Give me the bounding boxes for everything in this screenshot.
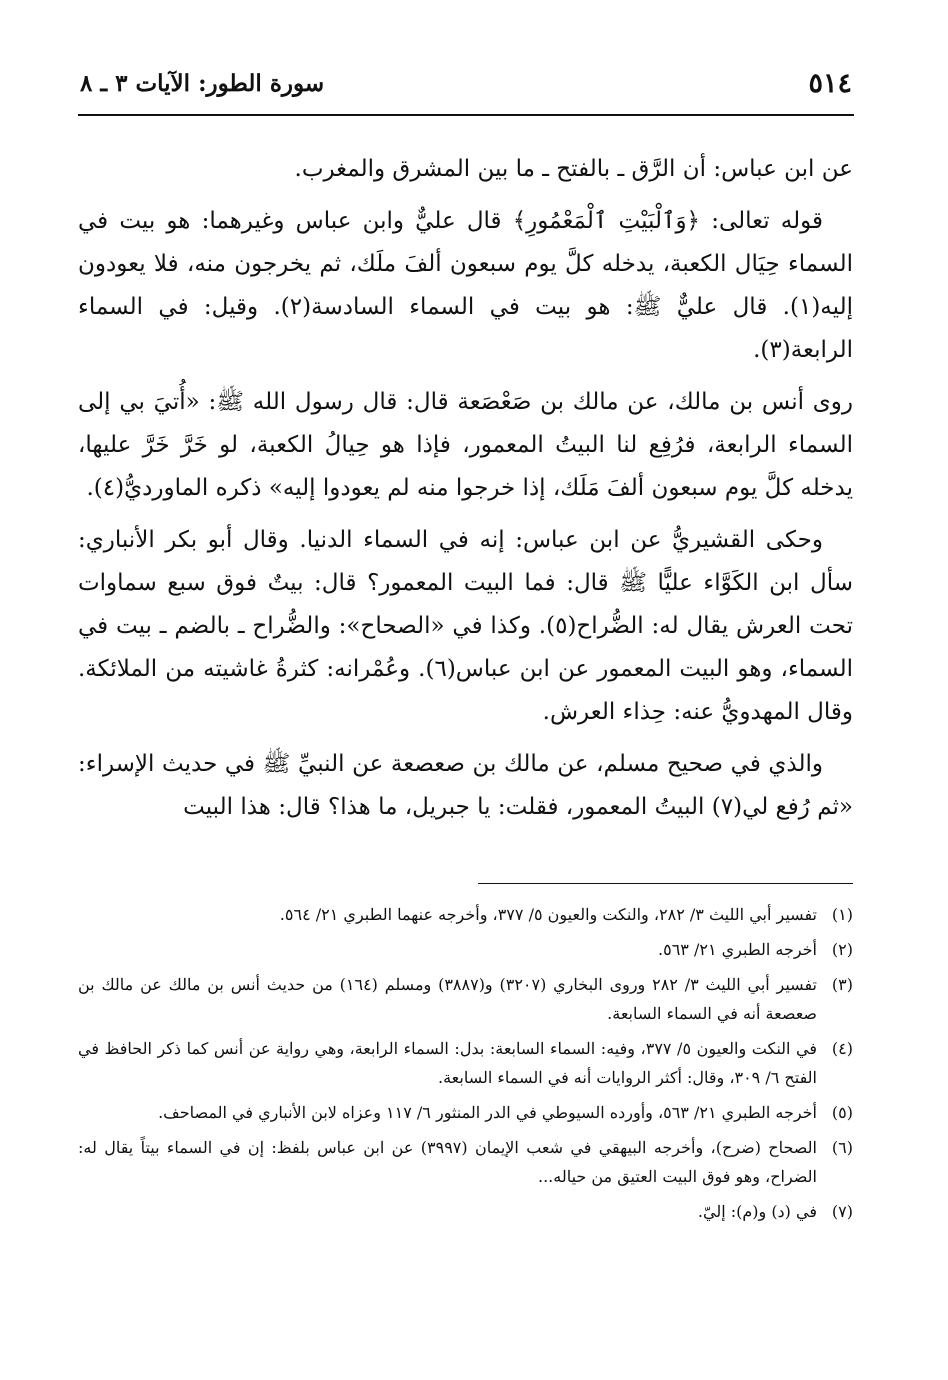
footnote-text: تفسير أبي الليث ٣/ ٢٨٢، والنكت والعيون ٥/ ٣٧٧، وأخرجه عنهما الطبري ٢١/ ٥٦٤. [279,905,817,924]
footnote-number: (٢) [831,940,853,959]
paragraph: روى أنس بن مالك، عن مالك بن صَعْصَعة قال: قال رسول الله ﷺ: «أُتيَ بي إلى السماء الرابعة، فرُفِع لنا البيتُ المعمور، فإذا هو حِيالُ الكعبة، لو خَرَّ خَرَّ عليها، يدخله كلَّ يوم سبعون ألفَ مَلَك، إذا خرجوا منه لم يعودوا إليه» ذكره الماورديُّ(٤). [78,389,853,501]
footnotes [78,900,853,1232]
footnote [78,935,853,964]
footnote-text: في (د) و(م): إليّ. [697,1202,817,1221]
footnote [78,1034,853,1092]
footnote [78,1133,853,1191]
footnote [78,1098,853,1127]
running-title: سورة الطور: الآيات ٣ ـ ٨ [80,70,325,97]
footnote-text: أخرجه الطبري ٢١/ ٥٦٣، وأورده السيوطي في الدر المنثور ٦/ ١١٧ وعزاه لابن الأنباري في المصاحف. [158,1103,817,1122]
page-header [80,62,852,106]
footnote-number: (٥) [831,1103,853,1122]
paragraph: قوله تعالى: ﴿وَٱلْبَيْتِ ٱلْمَعْمُورِ﴾ قال عليٌّ وابن عباس وغيرهما: هو بيت في السماء حِيَال الكعبة، يدخله كلَّ يوم سبعون ألفَ ملَك، ثم يخرجون منه، فلا يعودون إليه(١). قال عليٌّ ﷺ: هو بيت في السماء السادسة(٢). وقيل: في السماء الرابعة(٣). [78,208,853,363]
footnote [78,970,853,1028]
footnote-separator [478,883,853,884]
main-text [78,148,853,838]
footnote-number: (٧) [831,1202,853,1221]
footnote-text: في النكت والعيون ٥/ ٣٧٧، وفيه: السماء السابعة: بدل: السماء الرابعة، وهي رواية عن أنس كما ذكر الحافظ في الفتح ٦/ ٣٠٩، وقال: أكثر الروايات أنه في السماء السابعة. [78,1039,818,1087]
footnote-number: (٣) [831,975,853,994]
footnote-number: (٦) [831,1138,853,1157]
page-number: ٥١٤ [808,68,852,99]
footnote-text: أخرجه الطبري ٢١/ ٥٦٣. [658,940,817,959]
footnote-number: (١) [831,905,853,924]
paragraph: عن ابن عباس: أن الرَّق ـ بالفتح ـ ما بين المشرق والمغرب. [294,156,853,182]
header-rule [78,114,854,116]
footnote [78,900,853,929]
paragraph: والذي في صحيح مسلم، عن مالك بن صعصعة عن النبيِّ ﷺ في حديث الإسراء: «ثم رُفع لي(٧) البيتُ المعمور، فقلت: يا جبريل، ما هذا؟ قال: هذا البيت [78,751,853,820]
footnote-number: (٤) [831,1039,853,1058]
footnote [78,1197,853,1226]
paragraph: وحكى القشيريُّ عن ابن عباس: إنه في السماء الدنيا. وقال أبو بكر الأنباري: سأل ابن الكَوَّاء عليًّا ﷺ قال: فما البيت المعمور؟ قال: بيتٌ فوق سبع سماوات تحت العرش يقال له: الضُّراح(٥). وكذا في «الصحاح»: والضُّراح ـ بالضم ـ بيت في السماء، وهو البيت المعمور عن ابن عباس(٦). وعُمْرانه: كثرةُ غاشيته من الملائكة. وقال المهدويُّ عنه: حِذاء العرش. [78,527,854,725]
footnote-text: الصحاح (ضرح)، وأخرجه البيهقي في شعب الإيمان (٣٩٩٧) عن ابن عباس بلفظ: إن في السماء بيتاً يقال له: الضراح، وهو فوق البيت العتيق من حياله... [78,1138,818,1186]
footnote-text: تفسير أبي الليث ٣/ ٢٨٢ وروى البخاري (٣٢٠٧) و(٣٨٨٧) ومسلم (١٦٤) من حديث أنس بن مالك عن مالك بن صعصعة أنه في السماء السابعة. [78,975,818,1023]
